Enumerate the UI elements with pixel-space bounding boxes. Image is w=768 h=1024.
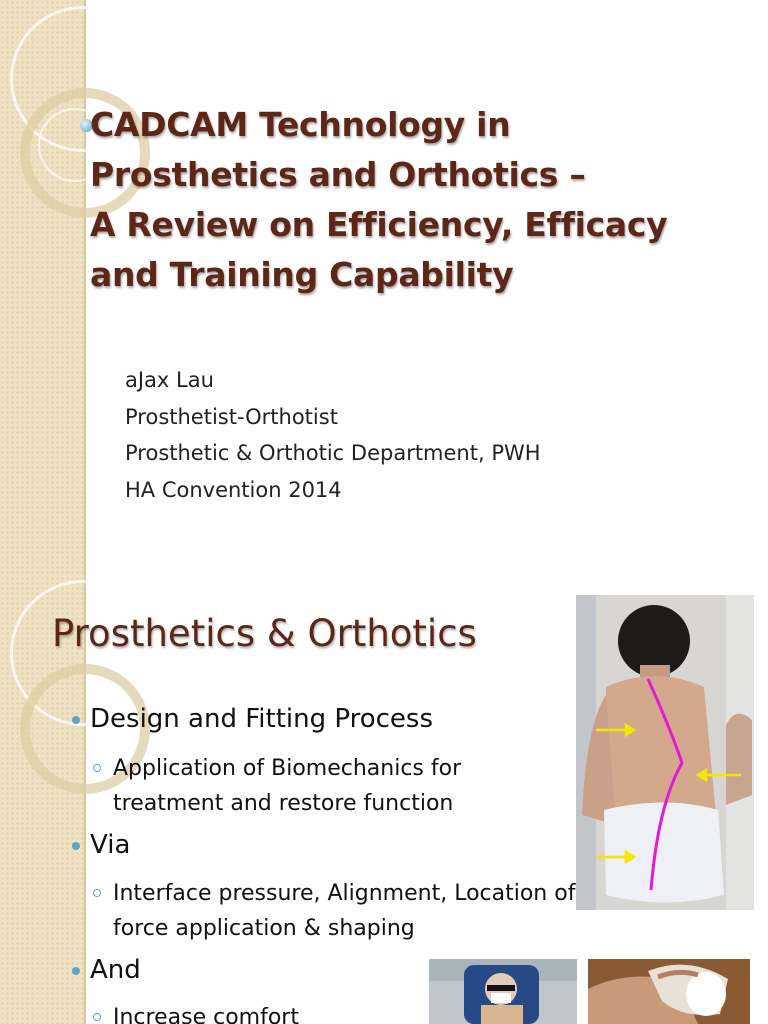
author-department: Prosthetic & Orthotic Department, PWH	[125, 441, 541, 465]
sub-bullet-line: force application & shaping	[113, 916, 415, 941]
sub-bullet-line: treatment and restore function	[113, 791, 454, 816]
title-line: A Review on Efficiency, Efficacy	[90, 205, 668, 244]
sub-bullet-line: Application of Biomechanics for	[113, 756, 462, 781]
slide-title: Prosthetics & Orthotics	[52, 612, 477, 655]
back-photo-svg	[576, 595, 754, 910]
sub-bullet-line: Interface pressure, Alignment, Location of	[113, 881, 576, 906]
event-name: HA Convention 2014	[125, 477, 342, 502]
wheelchair-photo-svg	[429, 959, 577, 1024]
title-line: and Training Capability	[90, 255, 514, 294]
author-info	[125, 362, 685, 508]
bullet-item: Design and Fitting Process	[90, 704, 433, 734]
title-line: CADCAM Technology in	[90, 105, 511, 144]
slide-title	[90, 100, 740, 300]
sub-bullet-line: Increase comfort	[113, 1005, 299, 1024]
title-line: Prosthetics and Orthotics –	[90, 155, 586, 194]
knee-orthosis-photo	[588, 959, 750, 1024]
content-slide	[0, 576, 768, 1024]
bullet-item: Via	[90, 830, 131, 860]
sub-bullet-item	[113, 876, 575, 946]
author-name: aJax Lau	[125, 368, 214, 392]
child-wheelchair-photo	[429, 959, 577, 1024]
back-brace-photo	[576, 595, 754, 910]
author-role: Prosthetist-Orthotist	[125, 404, 338, 429]
bullet-item: And	[90, 955, 141, 985]
sub-bullet-item	[113, 751, 461, 821]
orthosis-photo-svg	[588, 959, 750, 1024]
sub-bullet-item	[113, 1000, 299, 1024]
